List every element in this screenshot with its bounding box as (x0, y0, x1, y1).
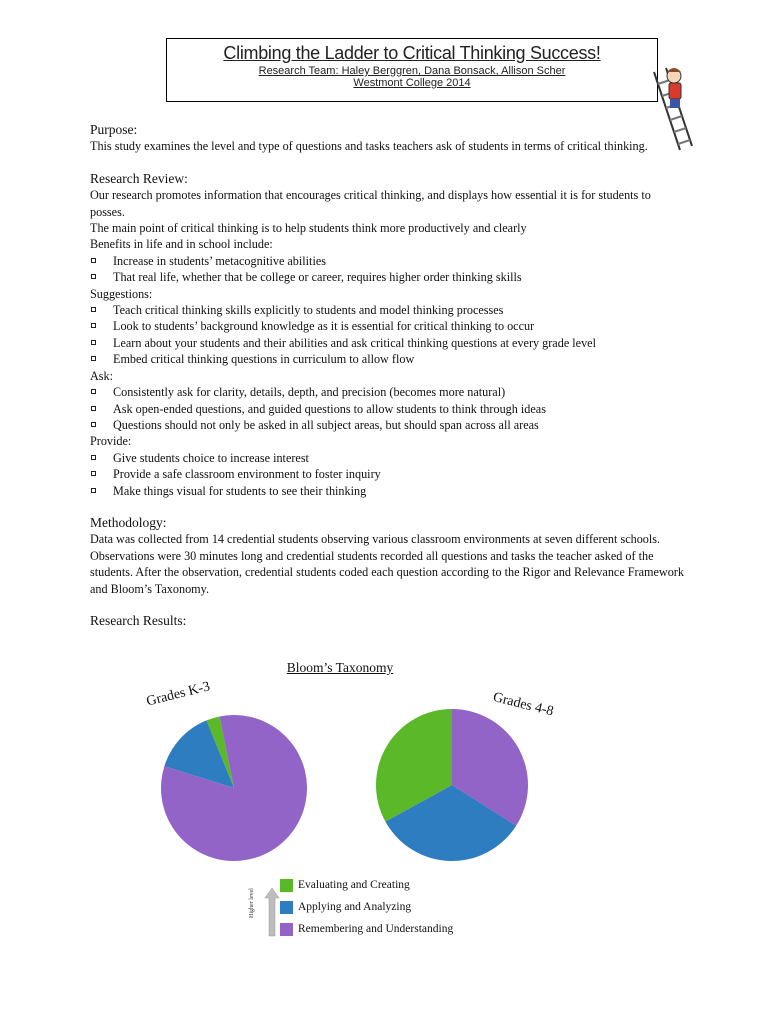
legend-item (280, 918, 453, 940)
legend-swatch (280, 879, 293, 892)
list-item: That real life, whether that be college or career, requires higher order thinking skills (90, 269, 685, 285)
pie-label-grades-k3: Grades K-3 (145, 679, 212, 710)
list-item: Consistently ask for clarity, details, depth, and precision (becomes more natural) (90, 384, 685, 400)
suggestions-label: Suggestions: (90, 286, 153, 301)
list-item: Give students choice to increase interest (90, 450, 685, 466)
up-arrow-icon (262, 886, 282, 938)
methodology-heading: Methodology: (90, 514, 167, 530)
list-item: Ask open-ended questions, and guided questions to allow students to think through ideas (90, 401, 685, 417)
benefits-label: Benefits in life and in school include: (90, 237, 273, 252)
organization: Westmont College 2014 (353, 77, 471, 89)
results-heading: Research Results: (90, 612, 187, 628)
provide-label: Provide: (90, 434, 132, 449)
chart-legend (280, 874, 453, 940)
legend-label: Remembering and Understanding (298, 923, 454, 935)
purpose-heading: Purpose: (90, 122, 138, 137)
list-item: Increase in students’ metacognitive abilities (90, 253, 685, 269)
methodology-text: Data was collected from 14 credential students observing various classroom environments at seven different schools. Observations were 30 minutes long and credential students recorded all questions and tasks the teacher asked of the students. After the observation, credential students coded each question according to the Rigor and Relevance Framework and Bloom’s Taxonomy. (90, 532, 684, 596)
pie-label-grades-4-8: Grades 4-8 (491, 690, 555, 720)
research-team: Research Team: Haley Berggren, Dana Bonsack, Allison Scher (258, 65, 566, 77)
legend-axis-label: Higher level (249, 888, 255, 918)
list-item: Provide a safe classroom environment to foster inquiry (90, 466, 685, 482)
list-item: Look to students’ background knowledge as it is essential for critical thinking to occur (90, 318, 685, 334)
list-item: Questions should not only be asked in all subject areas, but should span across all areas (90, 417, 685, 433)
legend-swatch (280, 923, 293, 936)
legend-item (280, 874, 453, 896)
list-item: Make things visual for students to see their thinking (90, 483, 685, 499)
purpose-text: This study examines the level and type of questions and tasks teachers ask of students in terms of critical thinking. (90, 139, 648, 154)
legend-label: Evaluating and Creating (298, 879, 410, 891)
review-paragraph-1: Our research promotes information that encourages critical thinking, and displays how essential it is for students to posses. (90, 188, 651, 219)
poster-title: Climbing the Ladder to Critical Thinking Success! (223, 43, 601, 63)
legend-label: Applying and Analyzing (298, 901, 412, 913)
list-item: Teach critical thinking skills explicitly to students and model thinking processes (90, 302, 685, 318)
chart-title: Bloom’s Taxonomy (286, 660, 394, 675)
legend-item (280, 896, 453, 918)
review-heading: Research Review: (90, 170, 188, 186)
review-paragraph-2: The main point of critical thinking is to help students think more productively and clearly (90, 221, 527, 236)
list-item: Embed critical thinking questions in curriculum to allow flow (90, 351, 685, 367)
list-item: Learn about your students and their abilities and ask critical thinking questions at every grade level (90, 335, 685, 351)
legend-swatch (280, 901, 293, 914)
ask-label: Ask: (90, 368, 114, 383)
